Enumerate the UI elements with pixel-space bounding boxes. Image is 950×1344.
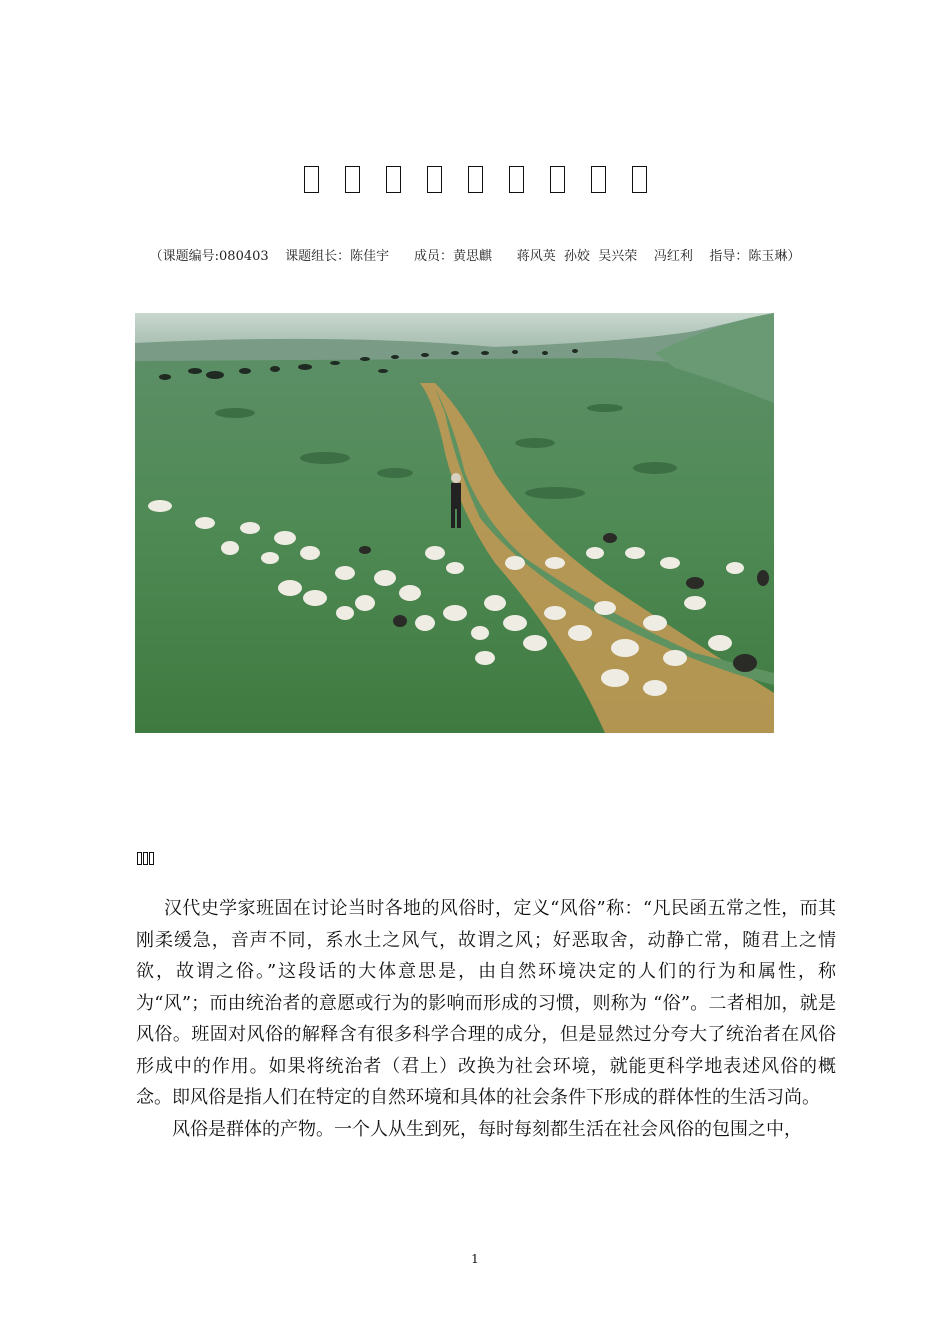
paragraph: 风俗是群体的产物。一个人从生到死，每时每刻都生活在社会风俗的包围之中， xyxy=(172,1118,802,1140)
document-title xyxy=(0,160,950,195)
missing-glyph-icon xyxy=(509,166,524,193)
paragraph: 汉代史学家班固在讨论当时各地的风俗时，定义“风俗”称：“凡民函五常之性，而其刚柔缓急，音声不同，系水土之风气，故谓之风；好恶取舍，动静亡常，随君上之情欲，故谓之俗。”这段话的大体意思是，由自然环境决定的人们的行为和属性，称为“风”；而由统治者的意愿或行为的影响而形成的习惯，则称为 “俗”。二者相加，就是风俗。班固对风俗的解释含有很多科学合理的成分，但是显然过分夸大了统治者在风俗形成中的作用。如果将统治者（君上）改换为社会环境，就能更科学地表述风俗的概念。即风俗是指人们在特定的自然环境和具体的社会条件下形成的群体性的生活习尚。 xyxy=(136,898,836,1108)
missing-glyph-icon xyxy=(632,166,647,193)
missing-glyph-icon xyxy=(591,166,606,193)
missing-glyph-icon xyxy=(137,852,142,865)
section-heading xyxy=(137,852,154,866)
missing-glyph-icon xyxy=(550,166,565,193)
grassland-sheep-photo xyxy=(135,313,774,733)
missing-glyph-icon xyxy=(345,166,360,193)
missing-glyph-icon xyxy=(386,166,401,193)
project-credits: （课题编号:080403 课题组长：陈佳宇 成员：黄思麒 蒋风英 孙姣 吴兴荣 冯红利 指导：陈玉琳） xyxy=(149,249,801,264)
missing-glyph-icon xyxy=(427,166,442,193)
missing-glyph-icon xyxy=(149,852,154,865)
body-text xyxy=(136,893,836,1145)
missing-glyph-icon xyxy=(143,852,148,865)
missing-glyph-icon xyxy=(468,166,483,193)
page-number: 1 xyxy=(471,1252,479,1266)
missing-glyph-icon xyxy=(304,166,319,193)
